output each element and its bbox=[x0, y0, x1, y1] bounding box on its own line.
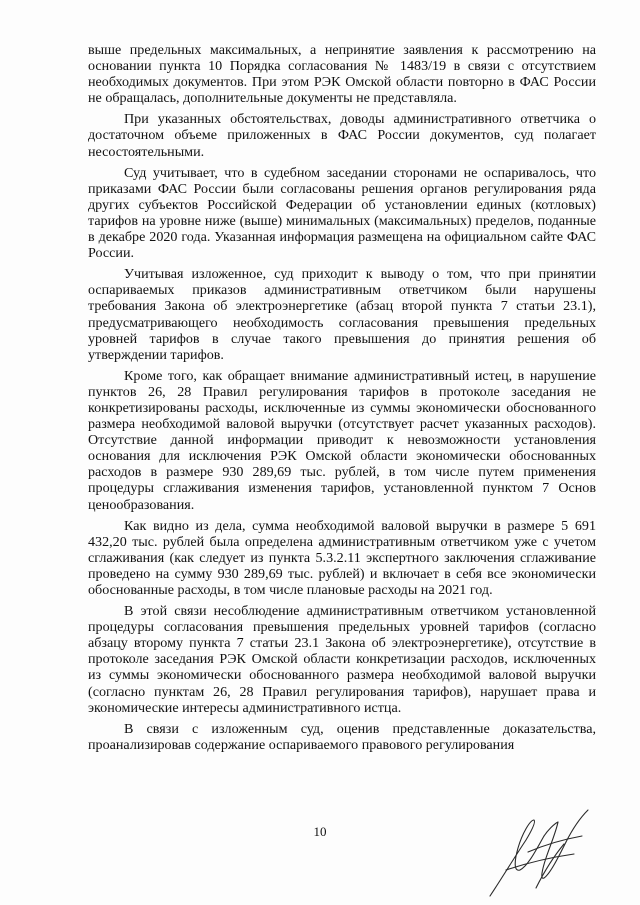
paragraph-4: Учитывая изложенное, суд приходит к выводу о том, что при принятии оспариваемых приказов административным ответчиком были нарушены требования Закона об электроэнергетике (абзац второй пункта 7 статьи 23.1), предусматривающего необходимость согласования превышения предельных уровней тарифов в случае такого превышения до принятия решения об утверждении тарифов. bbox=[88, 266, 596, 363]
paragraph-8: В связи с изложенным суд, оценив представленные доказательства, проанализировав содержание оспариваемого правового регулирования bbox=[88, 720, 596, 753]
paragraph-3: Суд учитывает, что в судебном заседании сторонами не оспаривалось, что приказами ФАС России были согласованы решения органов регулирования ряда других субъектов Российской Федерации об установлении единых (котловых) тарифов на уровне ниже (выше) минимальных (максимальных) пределов, поданные в декабре 2020 года. Указанная информация размещена на официальном сайте ФАС России. bbox=[88, 164, 596, 262]
handwritten-signature bbox=[484, 800, 594, 900]
page-number: 10 bbox=[313, 824, 327, 839]
paragraph-6: Как видно из дела, сумма необходимой валовой выручки в размере 5 691 432,20 тыс. рублей была определена административным ответчиком уже с учетом сглаживания (как следует из пункта 5.3.2.11 экспертного заключения сглаживание проведено на сумму 930 289,69 тыс. рублей) и включает в себя все экономически обоснованные расходы, в том числе плановые расходы на 2021 год. bbox=[88, 517, 596, 598]
paragraph-5: Кроме того, как обращает внимание административный истец, в нарушение пунктов 26, 28 Правил регулирования тарифов в протоколе заседания не конкретизированы расходы, исключенные из суммы экономически обоснованного размера необходимой валовой выручки (отсутствует расчет указанных расходов). Отсутствие данной информации приводит к невозможности установления основания для исключения РЭК Омской области экономически обоснованных расходов в размере 930 289,69 тыс. рублей, в том числе путем применения процедуры сглаживания изменения тарифов, установленной пунктом 7 Основ ценообразования. bbox=[88, 367, 596, 513]
page-body bbox=[88, 42, 596, 758]
paragraph-1: выше предельных максимальных, а непринятие заявления к рассмотрению на основании пункта 10 Порядка согласования № 1483/19 в связи с отсутствием необходимых документов. При этом РЭК Омской области повторно в ФАС России не обращалась, дополнительные документы не представляла. bbox=[88, 42, 596, 107]
paragraph-2: При указанных обстоятельствах, доводы административного ответчика о достаточном объеме приложенных в ФАС России документов, суд полагает несостоятельными. bbox=[88, 111, 596, 160]
paragraph-7: В этой связи несоблюдение административным ответчиком установленной процедуры согласования превышения предельных уровней тарифов (согласно абзацу второму пункта 7 статьи 23.1 Закона об электроэнергетике), отсутствие в протоколе заседания РЭК Омской области конкретизации расходов, исключенных из суммы экономически обоснованного размера необходимой валовой выручки (согласно пунктам 26, 28 Правил регулирования тарифов), нарушает права и экономические интересы административного истца. bbox=[88, 603, 596, 716]
